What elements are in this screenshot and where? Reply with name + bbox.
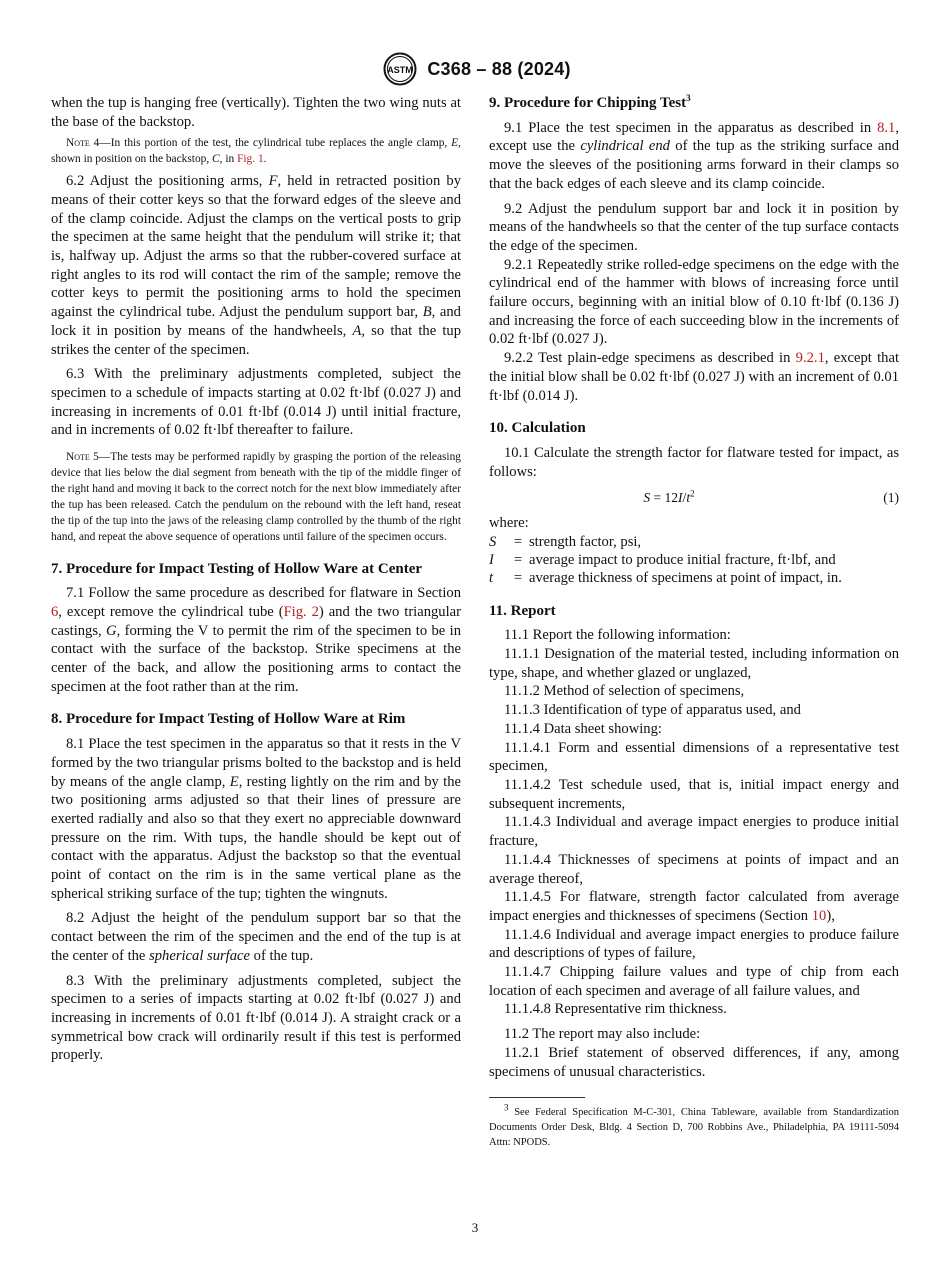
footnote-divider xyxy=(489,1097,585,1098)
section-11-heading: 11. Report xyxy=(489,602,556,619)
right-column xyxy=(489,94,899,1150)
paragraph-9-1: 9.1 Place the test specimen in the apparatus as described in 8.1, except use the cylindrical end of the tup as the striking surface and move the sleeves of the positioning arms forward in their clamps so that the back edges of each sleeve and its clamp coincide. xyxy=(489,119,899,192)
paragraph-9-2-1: 9.2.1 Repeatedly strike rolled-edge specimens on the edge with the cylindrical end of the hammer with blows of increasing force until failure occurs, beginning with an initial blow of 0.10 ft·lbf (0.136 J) and increasing the force of each succeeding blow in the increments of 0.02 ft·lbf (0.027 J). xyxy=(489,256,899,348)
paragraph-11-1-4-2: 11.1.4.2 Test schedule used, that is, initial impact energy and subsequent increments, xyxy=(489,777,899,812)
paragraph-9-2: 9.2 Adjust the pendulum support bar and lock it in position by means of the handwheels so that the center of the tup surface contacts the edge of the specimen. xyxy=(489,200,899,254)
section-9-heading: 9. Procedure for Chipping Test$^3$ xyxy=(489,93,691,111)
page-header xyxy=(0,52,950,86)
where-label: where: xyxy=(489,515,529,532)
paragraph-11-1-4-6: 11.1.4.6 Individual and average impact energies to produce failure and descriptions of types of failure, xyxy=(489,926,899,962)
paragraph-11-1-4-3: 11.1.4.3 Individual and average impact energies to produce initial fracture, xyxy=(489,814,899,850)
svg-text:ASTM: ASTM xyxy=(387,65,414,75)
paragraph-11-1: 11.1 Report the following information: xyxy=(504,627,731,644)
paragraph-11-1-4-8: 11.1.4.8 Representative rim thickness. xyxy=(504,1001,727,1018)
footnote-ref-3[interactable]: 3 xyxy=(686,93,691,103)
paragraph-11-1-4-1: 11.1.4.1 Form and essential dimensions of a representative test specimen, xyxy=(489,739,899,775)
section-6-link[interactable]: 6 xyxy=(51,603,59,620)
paragraph-11-1-2: 11.1.2 Method of selection of specimens, xyxy=(504,683,745,700)
paragraph-11-2-1: 11.2.1 Brief statement of observed differences, if any, among specimens of unusual characteristics. xyxy=(489,1044,899,1080)
paragraph-8-1: 8.1 Place the test specimen in the apparatus so that it rests in the V formed by the two triangular prisms bolted to the backstop and is held by means of the angle clamp, E, resting lightly on the rim and by the two positioning arms adjusted so that their lines of pressure are exerted radially and also so that they exert no appreciable downward pressure on the rim. With tups, the handle should be kept out of contact with the apparatus. Adjust the backstop so that the eventual point of contact on the rim is in the same vertical plane as the spherical striking surface of the tup; tighten the wingnuts. xyxy=(51,736,461,902)
equation-1 xyxy=(489,488,899,510)
paragraph-continuation: when the tup is hanging free (vertically). Tighten the two wing nuts at the base of the backstop. xyxy=(51,95,461,130)
document-id: C368 – 88 (2024) xyxy=(427,58,571,79)
paragraph-6-2: 6.2 Adjust the positioning arms, F, held in retracted position by means of their cotter keys so that the forward edges of the sleeve and of the clamp coincide. Adjust the clamps on the vertical posts to grip the specimen at the same height that the pendulum will strike it; that is, halfway up. Adjust the arms so that the rubber-covered surface at right angles to its rod will contact the rim of the sample; remove the cotter keys to permit the positioning arms to hold the specimen against the cylindrical tube. Adjust the pendulum support bar, B, and lock it in position by means of the handwheels, A, so that the tup strikes the center of the specimen. xyxy=(51,173,462,358)
variable-row: I = average impact to produce initial fracture, ft·lbf, and xyxy=(489,552,836,569)
paragraph-11-1-4-4: 11.1.4.4 Thicknesses of specimens at points of impact and an average thereof, xyxy=(489,851,899,887)
section-10-link[interactable]: 10 xyxy=(811,907,827,924)
note-5: Note 5—The tests may be performed rapidly by grasping the portion of the releasing device that lies below the dial segment from beneath with the tip of the middle finger of the right hand and moving it back to the correct notch for the next blow immediately after the tup has been released. Catch the pendulum on the rebound with the left hand, reseat the tip of the tup into the jaws of the releasing clamp controlled by the thumb of the right hand, and repeat the above sequence of operations until failure of the specimen occurs. xyxy=(51,451,461,543)
paragraph-11-2: 11.2 The report may also include: xyxy=(504,1026,701,1043)
equation-number: (1) xyxy=(883,490,899,506)
astm-logo-icon xyxy=(379,52,421,86)
paragraph-11-1-4-7: 11.1.4.7 Chipping failure values and type of chip from each location of each specimen and average of all failure values, and xyxy=(489,964,899,999)
footnote-3: $^3$ See Federal Specification M-C-301, China Tableware, available from Standardization Documents Order Desk, Bldg. 4 Section D, 700 Robbins Ave., Philadelphia, PA 19111-5094 Attn: NPODS. xyxy=(489,1102,899,1149)
fig-1-link[interactable]: Fig. 1 xyxy=(237,153,264,166)
note-4: Note 4—In this portion of the test, the cylindrical tube replaces the angle clamp, E, shown in position on the backstop, C, in Fig. 1. xyxy=(51,137,461,166)
paragraph-11-1-1: 11.1.1 Designation of the material tested, including information on type, shape, and whether glazed or unglazed, xyxy=(489,646,899,681)
variable-row: t = average thickness of specimens at point of impact, in. xyxy=(489,570,842,587)
left-column xyxy=(51,94,461,1065)
paragraph-8-3: 8.3 With the preliminary adjustments completed, subject the specimen to a series of impacts starting at 0.02 ft·lbf (0.027 J) and increasing in increments of 0.01 ft·lbf (0.014 J). A straight crack or a symmetrical bow crack will ordinarily result if this test is performed properly. xyxy=(51,972,461,1064)
paragraph-10-1: 10.1 Calculate the strength factor for flatware tested for impact, as follows: xyxy=(489,444,899,480)
fig-2-link[interactable]: Fig. 2 xyxy=(283,603,319,620)
section-7-heading: 7. Procedure for Impact Testing of Hollow Ware at Center xyxy=(51,560,423,577)
paragraph-6-3: 6.3 With the preliminary adjustments completed, subject the specimen to a schedule of impacts starting at 0.02 ft·lbf (0.027 J) and increasing in increments of 0.01 ft·lbf (0.014 J) until initial fracture, and in increments of 0.02 ft·lbf thereafter to failure. xyxy=(51,366,461,439)
paragraph-11-1-4: 11.1.4 Data sheet showing: xyxy=(504,720,662,737)
page-number: 3 xyxy=(471,1220,479,1235)
variable-row: S = strength factor, psi, xyxy=(489,534,642,551)
variable-list xyxy=(489,533,899,588)
paragraph-11-1-3: 11.1.3 Identification of type of apparatus used, and xyxy=(504,702,801,719)
section-10-heading: 10. Calculation xyxy=(489,420,586,437)
paragraph-8-2: 8.2 Adjust the height of the pendulum support bar so that the contact between the rim of the specimen and the end of the tup is at the center of the spherical surface of the tup. xyxy=(51,910,461,964)
equation-formula: $S = 12I/t^2$ xyxy=(643,488,695,506)
paragraph-7-1: 7.1 Follow the same procedure as described for flatware in Section 6, except remove the cylindrical tube (Fig. 2) and the two triangular castings, G, forming the V to permit the rim of the specimen to be in contact with the surface of the backstop. Strike specimens at the center of the back, and allow the positioning arms to contact the specimen at the foot rather than at the rim. xyxy=(51,585,461,695)
section-9-2-1-link[interactable]: 9.2.1 xyxy=(795,350,825,367)
paragraph-11-1-4-5: 11.1.4.5 For flatware, strength factor calculated from average impact energies and thicknesses of specimens (Section 10), xyxy=(489,889,899,924)
section-8-1-link[interactable]: 8.1 xyxy=(877,119,896,136)
section-8-heading: 8. Procedure for Impact Testing of Hollow Ware at Rim xyxy=(51,711,406,728)
paragraph-9-2-2: 9.2.2 Test plain-edge specimens as described in 9.2.1, except that the initial blow shall be 0.02 ft·lbf (0.027 J) with an increment of 0.01 ft·lbf (0.014 J). xyxy=(489,350,899,404)
